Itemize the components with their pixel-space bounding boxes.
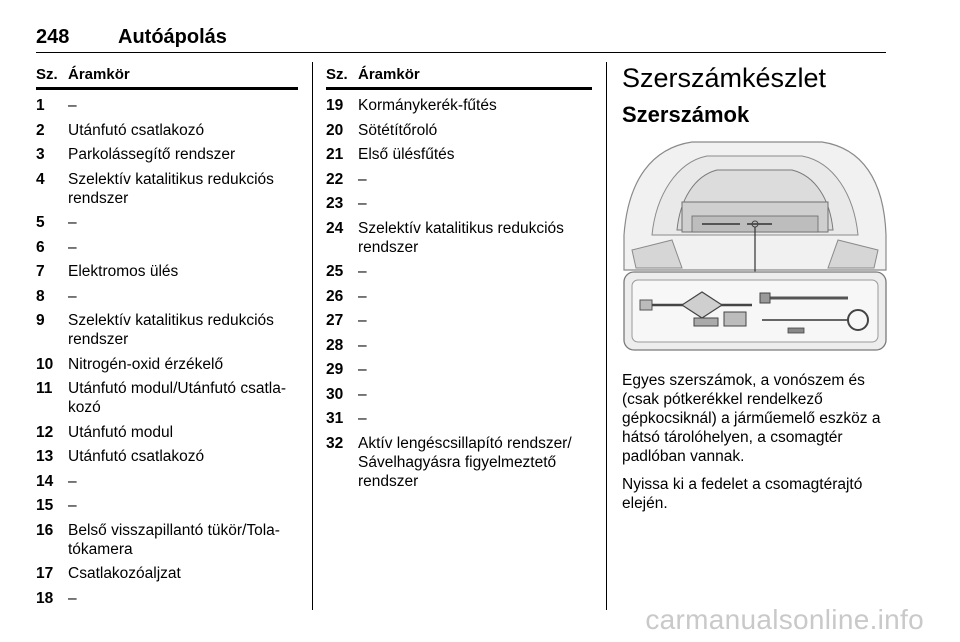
page-header <box>36 26 886 52</box>
fuse-number: 11 <box>36 380 53 397</box>
circuit-description: – <box>68 472 77 490</box>
fuse-number: 21 <box>326 146 344 163</box>
table-row <box>36 564 298 583</box>
circuit-description: Szelektív katalitikus redukciós rendszer <box>68 312 274 348</box>
fuse-number: 6 <box>36 238 45 256</box>
circuit-description: Elektromos ülés <box>68 263 179 280</box>
fuse-number: 3 <box>36 146 45 163</box>
table-row <box>36 589 298 608</box>
circuit-description: – <box>358 263 367 280</box>
circuit-description: Utánfutó modul <box>68 423 174 441</box>
table-body <box>326 96 592 491</box>
table-row <box>36 472 298 491</box>
column-header-circuit: Áramkör <box>68 66 130 83</box>
table-header-rule <box>326 87 592 90</box>
fuse-number: 4 <box>36 170 45 188</box>
table-header <box>326 66 592 86</box>
fuse-number: 30 <box>326 385 344 403</box>
table-row <box>326 121 592 140</box>
circuit-description: – <box>358 312 367 329</box>
table-row <box>326 170 592 189</box>
fuse-number: 23 <box>326 195 344 212</box>
table-header-rule <box>36 87 298 90</box>
circuit-description: – <box>68 214 77 231</box>
fuse-number: 25 <box>326 263 344 280</box>
fuse-number: 27 <box>326 312 344 329</box>
fuse-number: 1 <box>36 97 45 114</box>
column-header-number: Sz. <box>326 66 348 83</box>
table-row <box>326 287 592 306</box>
fuse-table-1 <box>36 66 298 613</box>
circuit-description: – <box>358 385 367 403</box>
circuit-description: Sötétítőroló <box>358 121 438 139</box>
table-row <box>36 447 298 466</box>
circuit-description: Aktív lengéscsillapító rendszer/ Sávelhagyásra figyelmeztető rendszer <box>358 434 572 490</box>
section-subtitle: Szerszámok <box>622 102 750 127</box>
tool-kit-section <box>622 63 890 513</box>
section-title: Szerszámkészlet <box>622 63 827 93</box>
chapter-title: Autóápolás <box>118 26 227 48</box>
fuse-number: 20 <box>326 121 344 139</box>
table-row <box>326 194 592 213</box>
table-row <box>36 262 298 281</box>
paragraph: Nyissa ki a fedelet a csomagtérajtó elején. <box>622 476 863 512</box>
circuit-description: – <box>358 195 367 212</box>
circuit-description: – <box>358 170 367 188</box>
circuit-description: – <box>68 238 77 256</box>
fuse-number: 12 <box>36 423 54 441</box>
table-row <box>326 311 592 330</box>
column-header-number: Sz. <box>36 66 58 83</box>
fuse-number: 31 <box>326 410 344 427</box>
table-row <box>36 521 298 559</box>
table-row <box>326 145 592 164</box>
table-row <box>36 355 298 374</box>
fuse-number: 7 <box>36 263 45 280</box>
page-number: 248 <box>36 26 70 48</box>
table-row <box>326 434 592 491</box>
circuit-description: Csatlakozóaljzat <box>68 565 181 582</box>
table-row <box>326 219 592 257</box>
table-header <box>36 66 298 86</box>
table-row <box>326 262 592 281</box>
circuit-description: Első ülésfűtés <box>358 146 455 163</box>
circuit-description: Utánfutó csatlakozó <box>68 121 205 139</box>
circuit-description: Szelektív katalitikus redukciós rendszer <box>68 170 274 207</box>
circuit-description: Kormánykerék-fűtés <box>358 97 497 114</box>
fuse-number: 32 <box>326 434 344 452</box>
header-rule <box>36 52 886 53</box>
circuit-description: Nitrogén-oxid érzékelő <box>68 355 224 373</box>
column-divider <box>606 62 607 610</box>
fuse-number: 19 <box>326 97 344 114</box>
table-row <box>36 423 298 442</box>
circuit-description: Utánfutó modul/Utánfutó csatla-kozó <box>68 380 286 416</box>
watermark-text: carmanualsonline.info <box>645 604 924 635</box>
table-row <box>36 170 298 208</box>
fuse-table-2 <box>326 66 592 496</box>
fuse-number: 8 <box>36 287 45 305</box>
column-header-circuit: Áramkör <box>358 66 420 83</box>
table-row <box>326 336 592 355</box>
table-row <box>36 311 298 349</box>
circuit-description: – <box>358 336 367 354</box>
circuit-description: – <box>68 97 77 114</box>
table-row <box>36 496 298 515</box>
paragraph: Egyes szerszámok, a vonószem és (csak pótkerékkel rendelkező gépkocsiknál) a járműemelő eszköz a hátsó tárolóhelyen, a csomagtér padlóban vannak. <box>622 372 881 465</box>
fuse-number: 14 <box>36 472 54 490</box>
fuse-number: 10 <box>36 355 54 373</box>
table-row <box>36 145 298 164</box>
table-row <box>36 238 298 257</box>
circuit-description: – <box>68 589 77 607</box>
circuit-description: Belső visszapillantó tükör/Tola-tókamera <box>68 521 280 558</box>
table-row <box>36 213 298 232</box>
fuse-number: 9 <box>36 312 45 329</box>
tool-kit-illustration <box>622 140 888 352</box>
fuse-number: 24 <box>326 219 344 237</box>
circuit-description: – <box>68 287 77 305</box>
table-row <box>36 121 298 140</box>
table-row <box>326 360 592 379</box>
fuse-number: 28 <box>326 336 344 354</box>
table-row <box>326 409 592 428</box>
circuit-description: Szelektív katalitikus redukciós rendszer <box>358 219 564 256</box>
fuse-number: 16 <box>36 521 54 539</box>
circuit-description: – <box>358 410 367 427</box>
circuit-description: – <box>358 287 367 305</box>
circuit-description: Parkolássegítő rendszer <box>68 146 236 163</box>
table-body <box>36 96 298 608</box>
table-row <box>326 96 592 115</box>
circuit-description: – <box>358 361 367 378</box>
circuit-description: – <box>68 497 77 514</box>
circuit-description: Utánfutó csatlakozó <box>68 448 205 465</box>
fuse-number: 17 <box>36 565 54 582</box>
fuse-number: 15 <box>36 497 54 514</box>
fuse-number: 5 <box>36 214 45 231</box>
fuse-number: 18 <box>36 589 54 607</box>
table-row <box>326 385 592 404</box>
fuse-number: 2 <box>36 121 45 139</box>
table-row <box>36 379 298 417</box>
table-row <box>36 287 298 306</box>
fuse-number: 13 <box>36 448 54 465</box>
fuse-number: 22 <box>326 170 344 188</box>
column-divider <box>312 62 313 610</box>
table-row <box>36 96 298 115</box>
fuse-number: 26 <box>326 287 344 305</box>
fuse-number: 29 <box>326 361 344 378</box>
